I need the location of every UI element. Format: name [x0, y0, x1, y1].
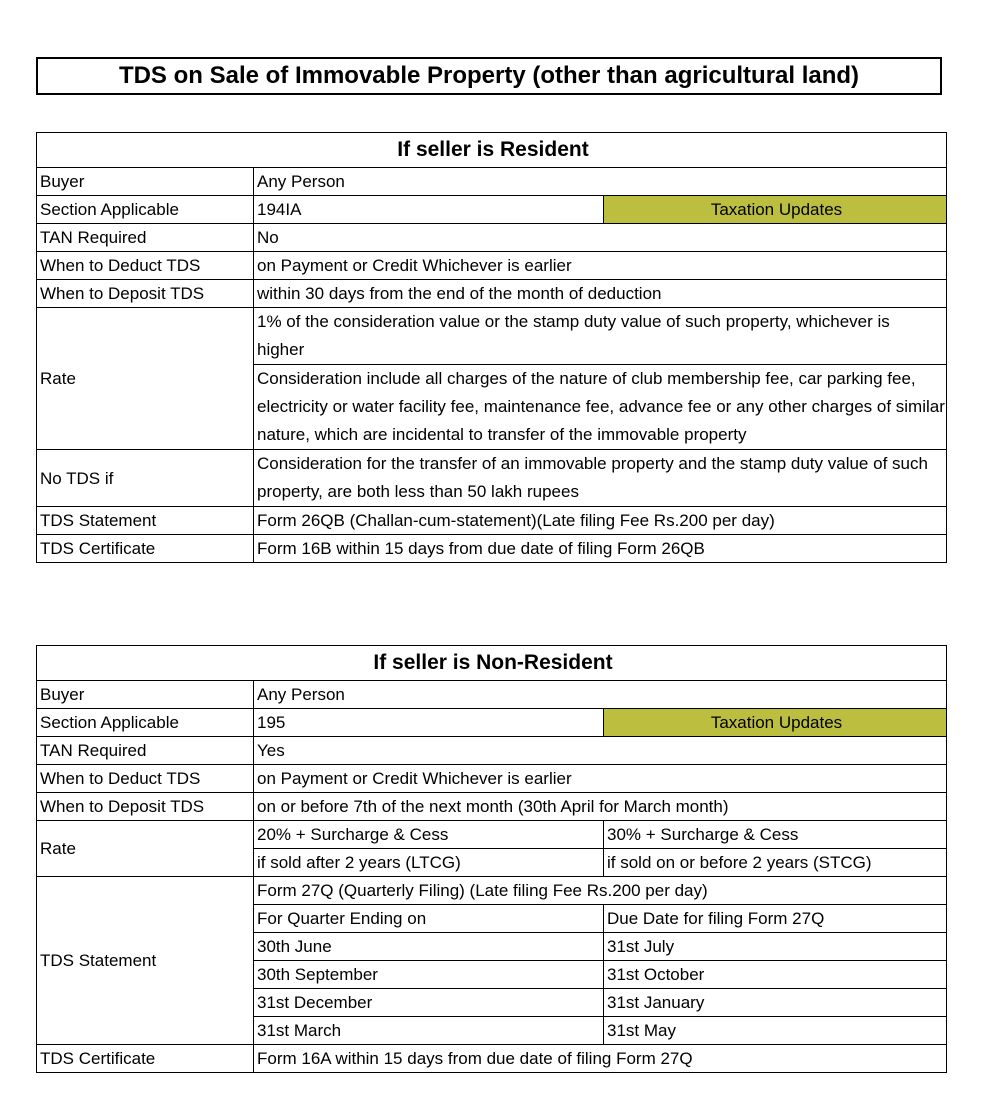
table-row [37, 450, 947, 507]
deduct-value: on Payment or Credit Whichever is earlier [254, 765, 947, 793]
nonresident-table [36, 645, 947, 1073]
certificate-value: Form 16B within 15 days from due date of filing Form 26QB [254, 535, 947, 563]
table-row [37, 535, 947, 563]
table-row [37, 196, 947, 224]
quarter-cell: 30th June [254, 933, 604, 961]
statement-form: Form 27Q (Quarterly Filing) (Late filing Fee Rs.200 per day) [254, 877, 947, 905]
section-value: 195 [254, 709, 604, 737]
deduct-label: When to Deduct TDS [37, 765, 254, 793]
section-label: Section Applicable [37, 196, 254, 224]
table-row [37, 821, 947, 849]
statement-label: TDS Statement [37, 507, 254, 535]
taxation-updates-badge: Taxation Updates [604, 709, 947, 737]
rate-value-2: Consideration include all charges of the nature of club membership fee, car parking fee, electricity or water facility fee, maintenance fee, advance fee or any other charges of similar nature, which are incidental to transfer of the immovable property [254, 365, 947, 450]
table-row [37, 168, 947, 196]
rate-value-1: 1% of the consideration value or the stamp duty value of such property, whichever is higher [254, 308, 947, 365]
buyer-label: Buyer [37, 681, 254, 709]
rate-label: Rate [37, 821, 254, 877]
page-title: TDS on Sale of Immovable Property (other than agricultural land) [36, 57, 942, 95]
due-date-cell: 31st October [604, 961, 947, 989]
quarter-header: For Quarter Ending on [254, 905, 604, 933]
table-row [37, 507, 947, 535]
statement-value: Form 26QB (Challan-cum-statement)(Late filing Fee Rs.200 per day) [254, 507, 947, 535]
table-row [37, 1045, 947, 1073]
deposit-label: When to Deposit TDS [37, 280, 254, 308]
ltcg-condition: if sold after 2 years (LTCG) [254, 849, 604, 877]
table-row [37, 709, 947, 737]
quarter-cell: 30th September [254, 961, 604, 989]
table-row [37, 765, 947, 793]
buyer-value: Any Person [254, 681, 947, 709]
resident-table [36, 132, 947, 563]
table-row [37, 224, 947, 252]
deduct-value: on Payment or Credit Whichever is earlier [254, 252, 947, 280]
ltcg-rate: 20% + Surcharge & Cess [254, 821, 604, 849]
certificate-label: TDS Certificate [37, 1045, 254, 1073]
tan-label: TAN Required [37, 224, 254, 252]
statement-label: TDS Statement [37, 877, 254, 1045]
stcg-rate: 30% + Surcharge & Cess [604, 821, 947, 849]
table-row [37, 737, 947, 765]
certificate-label: TDS Certificate [37, 535, 254, 563]
deposit-value: within 30 days from the end of the month of deduction [254, 280, 947, 308]
due-date-header: Due Date for filing Form 27Q [604, 905, 947, 933]
certificate-value: Form 16A within 15 days from due date of filing Form 27Q [254, 1045, 947, 1073]
due-date-cell: 31st July [604, 933, 947, 961]
deposit-value: on or before 7th of the next month (30th April for March month) [254, 793, 947, 821]
quarter-cell: 31st March [254, 1017, 604, 1045]
section-value: 194IA [254, 196, 604, 224]
table-row [37, 252, 947, 280]
nonresident-heading: If seller is Non-Resident [37, 646, 947, 681]
deposit-label: When to Deposit TDS [37, 793, 254, 821]
table-row [37, 308, 947, 365]
section-label: Section Applicable [37, 709, 254, 737]
resident-heading: If seller is Resident [37, 133, 947, 168]
no-tds-value: Consideration for the transfer of an immovable property and the stamp duty value of such property, are both less than 50 lakh rupees [254, 450, 947, 507]
table-row [37, 681, 947, 709]
stcg-condition: if sold on or before 2 years (STCG) [604, 849, 947, 877]
buyer-value: Any Person [254, 168, 947, 196]
due-date-cell: 31st January [604, 989, 947, 1017]
table-row [37, 280, 947, 308]
tan-value: Yes [254, 737, 947, 765]
taxation-updates-badge: Taxation Updates [604, 196, 947, 224]
rate-label: Rate [37, 308, 254, 450]
tan-label: TAN Required [37, 737, 254, 765]
table-row [37, 793, 947, 821]
buyer-label: Buyer [37, 168, 254, 196]
table-row [37, 877, 947, 905]
due-date-cell: 31st May [604, 1017, 947, 1045]
no-tds-label: No TDS if [37, 450, 254, 507]
quarter-cell: 31st December [254, 989, 604, 1017]
deduct-label: When to Deduct TDS [37, 252, 254, 280]
tan-value: No [254, 224, 947, 252]
